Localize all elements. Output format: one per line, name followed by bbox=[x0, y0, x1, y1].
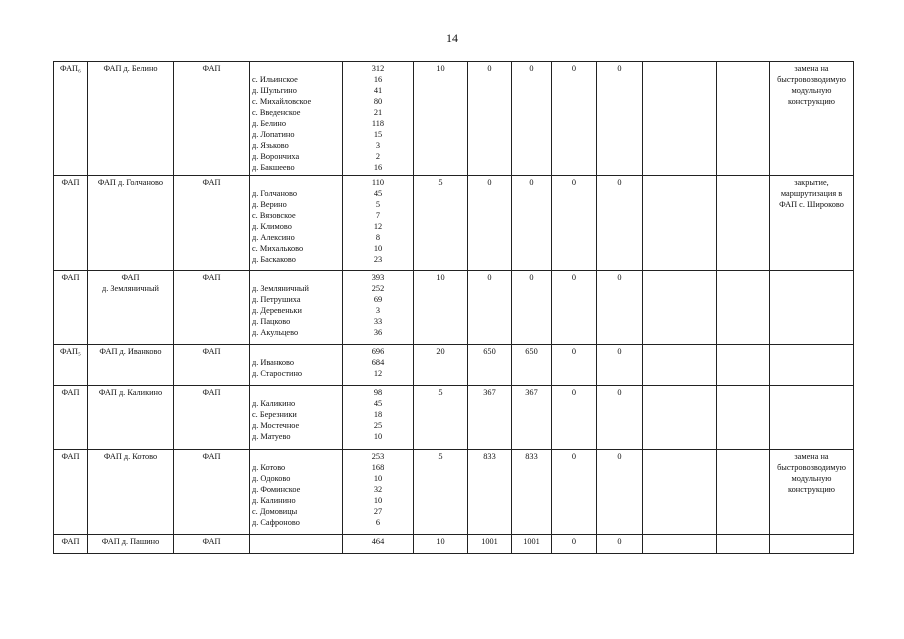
value-cell-3-text: 0 bbox=[529, 178, 534, 187]
population-cell bbox=[343, 386, 414, 450]
empty-cell-2-text bbox=[719, 387, 767, 398]
fap-type-cell bbox=[54, 62, 88, 176]
fap-type-cell-text: ФАП bbox=[61, 537, 80, 546]
value-cell-2-text: 0 bbox=[487, 178, 492, 187]
value-cell-4 bbox=[552, 271, 597, 345]
settlements-cell-line: д. Старостино bbox=[252, 369, 303, 378]
empty-cell-2-text bbox=[719, 63, 767, 74]
fap-name-cell bbox=[88, 62, 174, 176]
value-cell-1 bbox=[414, 271, 468, 345]
table-row bbox=[54, 271, 854, 345]
note-cell-line: модульную bbox=[791, 474, 832, 483]
table-row bbox=[54, 535, 854, 554]
empty-cell-1-text bbox=[645, 536, 714, 547]
population-cell-line: 27 bbox=[373, 507, 383, 516]
population-cell-line: 25 bbox=[373, 421, 383, 430]
fap-name-cell-line: ФАП д. Пашино bbox=[101, 537, 160, 546]
value-cell-2 bbox=[468, 176, 512, 271]
empty-cell-2-text bbox=[719, 177, 767, 188]
fap-type-cell-text: ФАП₅ bbox=[60, 347, 81, 356]
value-cell-5-text: 0 bbox=[617, 178, 622, 187]
value-cell-3 bbox=[512, 386, 552, 450]
population-cell-line: 41 bbox=[373, 86, 383, 95]
fap-name-cell bbox=[88, 386, 174, 450]
note-cell-line: замена на bbox=[794, 452, 829, 461]
value-cell-5-text: 0 bbox=[617, 537, 622, 546]
fap-type-cell bbox=[54, 176, 88, 271]
population-cell bbox=[343, 62, 414, 176]
value-cell-5 bbox=[597, 345, 643, 386]
value-cell-1-text: 5 bbox=[438, 388, 443, 397]
value-cell-2 bbox=[468, 345, 512, 386]
value-cell-5-text: 0 bbox=[617, 452, 622, 461]
value-cell-1 bbox=[414, 345, 468, 386]
population-cell bbox=[343, 271, 414, 345]
value-cell-4-text: 0 bbox=[571, 64, 577, 73]
empty-cell-2-text bbox=[719, 272, 767, 283]
settlements-cell-line: д. Язьково bbox=[252, 141, 289, 150]
settlements-cell-line: д. Акульцево bbox=[252, 328, 299, 337]
fap-type-cell-text: ФАП bbox=[61, 273, 80, 282]
population-cell-line: 696 bbox=[371, 347, 385, 356]
settlements-cell-line: д. Белино bbox=[252, 119, 286, 128]
empty-cell-2-text bbox=[719, 346, 767, 357]
table-row bbox=[54, 62, 854, 176]
population-cell-line: 33 bbox=[373, 317, 383, 326]
settlements-cell-line: д. Котово bbox=[252, 463, 286, 472]
settlements-cell-line bbox=[252, 536, 340, 547]
settlements-cell bbox=[250, 345, 343, 386]
settlements-cell bbox=[250, 386, 343, 450]
value-cell-3 bbox=[512, 535, 552, 554]
value-cell-2 bbox=[468, 386, 512, 450]
population-cell bbox=[343, 450, 414, 535]
page-number: 14 bbox=[446, 31, 458, 45]
settlements-cell bbox=[250, 176, 343, 271]
population-cell bbox=[343, 176, 414, 271]
population-cell-line: 3 bbox=[375, 141, 381, 150]
fap-name-cell-line: ФАП д. Иванково bbox=[99, 347, 162, 356]
empty-cell-2 bbox=[717, 345, 770, 386]
settlements-cell-line: с. Михайловское bbox=[252, 97, 312, 106]
value-cell-2-text: 650 bbox=[483, 347, 496, 356]
value-cell-1 bbox=[414, 535, 468, 554]
value-cell-4 bbox=[552, 450, 597, 535]
population-cell-line: 45 bbox=[373, 189, 383, 198]
value-cell-2-text: 0 bbox=[487, 64, 492, 73]
table-row bbox=[54, 176, 854, 271]
empty-cell-1 bbox=[643, 345, 717, 386]
note-cell-line: быстровозводимую bbox=[777, 75, 846, 84]
settlements-cell-line bbox=[252, 63, 340, 74]
table-row bbox=[54, 450, 854, 535]
population-cell-line: 10 bbox=[373, 474, 383, 483]
population-cell-line: 21 bbox=[373, 108, 383, 117]
fap-name-cell-line: ФАП д. Котово bbox=[103, 452, 158, 461]
settlements-cell-line: д. Лопатино bbox=[252, 130, 295, 139]
population-cell-line: 110 bbox=[371, 178, 385, 187]
value-cell-4-text: 0 bbox=[571, 452, 577, 461]
settlements-cell-line: с. Введенское bbox=[252, 108, 301, 117]
empty-cell-1 bbox=[643, 271, 717, 345]
population-cell-line: 5 bbox=[375, 200, 381, 209]
settlements-cell-line: д. Калинино bbox=[252, 496, 296, 505]
settlements-cell-line: с. Вязовское bbox=[252, 211, 296, 220]
settlements-cell bbox=[250, 62, 343, 176]
settlements-cell-line: д. Петрушиха bbox=[252, 295, 301, 304]
population-cell-line: 80 bbox=[373, 97, 383, 106]
note-cell bbox=[770, 176, 854, 271]
population-cell-line: 118 bbox=[371, 119, 385, 128]
settlements-cell-line: д. Земляничный bbox=[252, 284, 309, 293]
settlements-cell-line bbox=[252, 451, 340, 462]
population-cell-line: 684 bbox=[371, 358, 385, 367]
population-cell-line: 32 bbox=[373, 485, 383, 494]
fap-kind-cell-text: ФАП bbox=[202, 347, 221, 356]
fap-name-cell bbox=[88, 535, 174, 554]
fap-name-cell bbox=[88, 450, 174, 535]
value-cell-1 bbox=[414, 386, 468, 450]
population-cell-line: 252 bbox=[371, 284, 385, 293]
settlements-cell-line: с. Домовицы bbox=[252, 507, 298, 516]
population-cell-line: 464 bbox=[371, 537, 385, 546]
value-cell-4 bbox=[552, 345, 597, 386]
empty-cell-2 bbox=[717, 535, 770, 554]
value-cell-4-text: 0 bbox=[571, 347, 577, 356]
settlements-cell-line: с. Березники bbox=[252, 410, 297, 419]
value-cell-5 bbox=[597, 271, 643, 345]
settlements-cell-line: д. Сафроново bbox=[252, 518, 300, 527]
settlements-cell-line: д. Голчаново bbox=[252, 189, 298, 198]
settlements-cell-line bbox=[252, 177, 340, 188]
note-cell-line: ФАП с. Широково bbox=[779, 200, 844, 209]
empty-cell-1 bbox=[643, 535, 717, 554]
note-cell-line: быстровозводимую bbox=[777, 463, 846, 472]
settlements-cell-line: д. Одоково bbox=[252, 474, 291, 483]
fap-kind-cell bbox=[174, 345, 250, 386]
empty-cell-2 bbox=[717, 62, 770, 176]
fap-kind-cell-text: ФАП bbox=[202, 537, 221, 546]
note-cell-line: маршрутизация в bbox=[780, 189, 843, 198]
empty-cell-2 bbox=[717, 176, 770, 271]
value-cell-5 bbox=[597, 386, 643, 450]
population-cell-line: 393 bbox=[371, 273, 385, 282]
settlements-cell-line: д. Баскаково bbox=[252, 255, 296, 264]
empty-cell-1-text bbox=[645, 346, 714, 357]
population-cell bbox=[343, 345, 414, 386]
value-cell-4-text: 0 bbox=[571, 178, 577, 187]
fap-kind-cell-text: ФАП bbox=[202, 273, 221, 282]
fap-table bbox=[53, 61, 854, 554]
settlements-cell-line: д. Бакшеево bbox=[252, 163, 295, 172]
fap-name-cell-line: ФАП bbox=[121, 273, 140, 282]
value-cell-1 bbox=[414, 450, 468, 535]
settlements-cell-line bbox=[252, 272, 340, 283]
fap-name-cell bbox=[88, 345, 174, 386]
population-cell-line: 10 bbox=[373, 496, 383, 505]
settlements-cell-line: д. Алексино bbox=[252, 233, 295, 242]
note-cell-line: замена на bbox=[794, 64, 829, 73]
value-cell-3-text: 367 bbox=[525, 388, 538, 397]
fap-kind-cell bbox=[174, 271, 250, 345]
empty-cell-1-text bbox=[645, 387, 714, 398]
fap-type-cell bbox=[54, 271, 88, 345]
population-cell-line: 12 bbox=[373, 222, 383, 231]
value-cell-1 bbox=[414, 62, 468, 176]
value-cell-3-text: 833 bbox=[525, 452, 538, 461]
settlements-cell-line: д. Матуево bbox=[252, 432, 291, 441]
note-cell bbox=[770, 271, 854, 345]
settlements-cell bbox=[250, 450, 343, 535]
value-cell-4-text: 0 bbox=[571, 537, 577, 546]
table-row bbox=[54, 345, 854, 386]
value-cell-2 bbox=[468, 62, 512, 176]
note-cell-line: закрытие, bbox=[794, 178, 829, 187]
population-cell-line: 3 bbox=[375, 306, 381, 315]
fap-kind-cell-text: ФАП bbox=[202, 388, 221, 397]
settlements-cell-line: д. Деревеньки bbox=[252, 306, 302, 315]
population-cell-line: 16 bbox=[373, 75, 383, 84]
value-cell-4-text: 0 bbox=[571, 273, 577, 282]
value-cell-4 bbox=[552, 535, 597, 554]
value-cell-1-text: 5 bbox=[438, 452, 443, 461]
population-cell-line: 6 bbox=[375, 518, 381, 527]
note-cell bbox=[770, 535, 854, 554]
population-cell bbox=[343, 535, 414, 554]
fap-type-cell bbox=[54, 386, 88, 450]
empty-cell-2 bbox=[717, 386, 770, 450]
fap-kind-cell-text: ФАП bbox=[202, 452, 221, 461]
fap-kind-cell bbox=[174, 386, 250, 450]
fap-type-cell-text: ФАП bbox=[61, 388, 80, 397]
value-cell-3 bbox=[512, 345, 552, 386]
fap-name-cell-line: ФАП д. Каликино bbox=[98, 388, 163, 397]
settlements-cell bbox=[250, 271, 343, 345]
fap-kind-cell bbox=[174, 535, 250, 554]
note-cell-line: конструкцию bbox=[788, 97, 835, 106]
note-cell bbox=[770, 62, 854, 176]
value-cell-3-text: 1001 bbox=[523, 537, 540, 546]
value-cell-3-text: 0 bbox=[529, 273, 534, 282]
empty-cell-1 bbox=[643, 176, 717, 271]
settlements-cell-line: д. Пацково bbox=[252, 317, 291, 326]
empty-cell-2 bbox=[717, 271, 770, 345]
population-cell-line: 168 bbox=[371, 463, 385, 472]
settlements-cell-line: д. Фоминское bbox=[252, 485, 301, 494]
settlements-cell-line: с. Михальково bbox=[252, 244, 304, 253]
fap-type-cell bbox=[54, 450, 88, 535]
value-cell-2-text: 0 bbox=[487, 273, 492, 282]
population-cell-line: 12 bbox=[373, 369, 383, 378]
population-cell-line: 23 bbox=[373, 255, 383, 264]
fap-type-cell-text: ФАП₆ bbox=[60, 64, 81, 73]
value-cell-5 bbox=[597, 176, 643, 271]
population-cell-line: 69 bbox=[373, 295, 383, 304]
empty-cell-2-text bbox=[719, 451, 767, 462]
value-cell-2-text: 1001 bbox=[481, 537, 498, 546]
settlements-cell-line: д. Ворончиха bbox=[252, 152, 300, 161]
note-cell-line: конструкцию bbox=[788, 485, 835, 494]
population-cell-line: 7 bbox=[375, 211, 381, 220]
settlements-cell-line: д. Иванково bbox=[252, 358, 295, 367]
value-cell-2 bbox=[468, 450, 512, 535]
settlements-cell-line bbox=[252, 387, 340, 398]
population-cell-line: 2 bbox=[375, 152, 381, 161]
empty-cell-1-text bbox=[645, 63, 714, 74]
population-cell-line: 8 bbox=[375, 233, 381, 242]
fap-kind-cell bbox=[174, 176, 250, 271]
value-cell-4 bbox=[552, 386, 597, 450]
fap-kind-cell bbox=[174, 450, 250, 535]
fap-type-cell bbox=[54, 535, 88, 554]
empty-cell-2-text bbox=[719, 536, 767, 547]
fap-name-cell-line: д. Земляничный bbox=[102, 284, 159, 293]
value-cell-2-text: 833 bbox=[483, 452, 496, 461]
fap-name-cell bbox=[88, 271, 174, 345]
empty-cell-1 bbox=[643, 450, 717, 535]
value-cell-2-text: 367 bbox=[483, 388, 496, 397]
settlements-cell-line: с. Ильинское bbox=[252, 75, 298, 84]
fap-type-cell-text: ФАП bbox=[61, 178, 80, 187]
population-cell-line: 15 bbox=[373, 130, 383, 139]
note-cell-line: модульную bbox=[791, 86, 832, 95]
population-cell-line: 18 bbox=[373, 410, 383, 419]
value-cell-5 bbox=[597, 62, 643, 176]
value-cell-1-text: 5 bbox=[438, 178, 443, 187]
value-cell-3 bbox=[512, 62, 552, 176]
value-cell-4 bbox=[552, 176, 597, 271]
settlements-cell-line bbox=[252, 346, 340, 357]
value-cell-3-text: 0 bbox=[529, 64, 534, 73]
population-cell-line: 10 bbox=[373, 244, 383, 253]
value-cell-5-text: 0 bbox=[617, 64, 622, 73]
value-cell-5 bbox=[597, 535, 643, 554]
fap-name-cell bbox=[88, 176, 174, 271]
empty-cell-1-text bbox=[645, 272, 714, 283]
value-cell-5 bbox=[597, 450, 643, 535]
value-cell-2 bbox=[468, 535, 512, 554]
value-cell-3-text: 650 bbox=[525, 347, 538, 356]
empty-cell-1 bbox=[643, 386, 717, 450]
settlements-cell-line: д. Климово bbox=[252, 222, 292, 231]
settlements-cell-line: д. Шульгино bbox=[252, 86, 297, 95]
fap-type-cell bbox=[54, 345, 88, 386]
population-cell-line: 16 bbox=[373, 163, 383, 172]
value-cell-5-text: 0 bbox=[617, 347, 622, 356]
value-cell-5-text: 0 bbox=[617, 273, 622, 282]
note-cell bbox=[770, 345, 854, 386]
value-cell-1-text: 10 bbox=[436, 537, 445, 546]
value-cell-2 bbox=[468, 271, 512, 345]
population-cell-line: 36 bbox=[373, 328, 383, 337]
empty-cell-1-text bbox=[645, 451, 714, 462]
value-cell-1-text: 10 bbox=[436, 64, 445, 73]
population-cell-line: 10 bbox=[373, 432, 383, 441]
value-cell-1 bbox=[414, 176, 468, 271]
value-cell-4-text: 0 bbox=[571, 388, 577, 397]
empty-cell-2 bbox=[717, 450, 770, 535]
empty-cell-1 bbox=[643, 62, 717, 176]
value-cell-3 bbox=[512, 271, 552, 345]
fap-name-cell-line: ФАП д. Голчаново bbox=[97, 178, 164, 187]
value-cell-3 bbox=[512, 450, 552, 535]
value-cell-4 bbox=[552, 62, 597, 176]
population-cell-line: 45 bbox=[373, 399, 383, 408]
settlements-cell-line: д. Верино bbox=[252, 200, 287, 209]
fap-kind-cell-text: ФАП bbox=[202, 178, 221, 187]
value-cell-5-text: 0 bbox=[617, 388, 622, 397]
note-cell bbox=[770, 386, 854, 450]
population-cell-line: 312 bbox=[371, 64, 385, 73]
fap-kind-cell bbox=[174, 62, 250, 176]
fap-kind-cell-text: ФАП bbox=[202, 64, 221, 73]
settlements-cell-line: д. Каликино bbox=[252, 399, 296, 408]
settlements-cell bbox=[250, 535, 343, 554]
value-cell-3 bbox=[512, 176, 552, 271]
note-cell bbox=[770, 450, 854, 535]
fap-type-cell-text: ФАП bbox=[61, 452, 80, 461]
empty-cell-1-text bbox=[645, 177, 714, 188]
fap-name-cell-line: ФАП д. Белино bbox=[103, 64, 158, 73]
population-cell-line: 98 bbox=[373, 388, 383, 397]
settlements-cell-line: д. Мостечное bbox=[252, 421, 300, 430]
value-cell-1-text: 20 bbox=[436, 347, 445, 356]
table-row bbox=[54, 386, 854, 450]
value-cell-1-text: 10 bbox=[436, 273, 445, 282]
population-cell-line: 253 bbox=[371, 452, 385, 461]
